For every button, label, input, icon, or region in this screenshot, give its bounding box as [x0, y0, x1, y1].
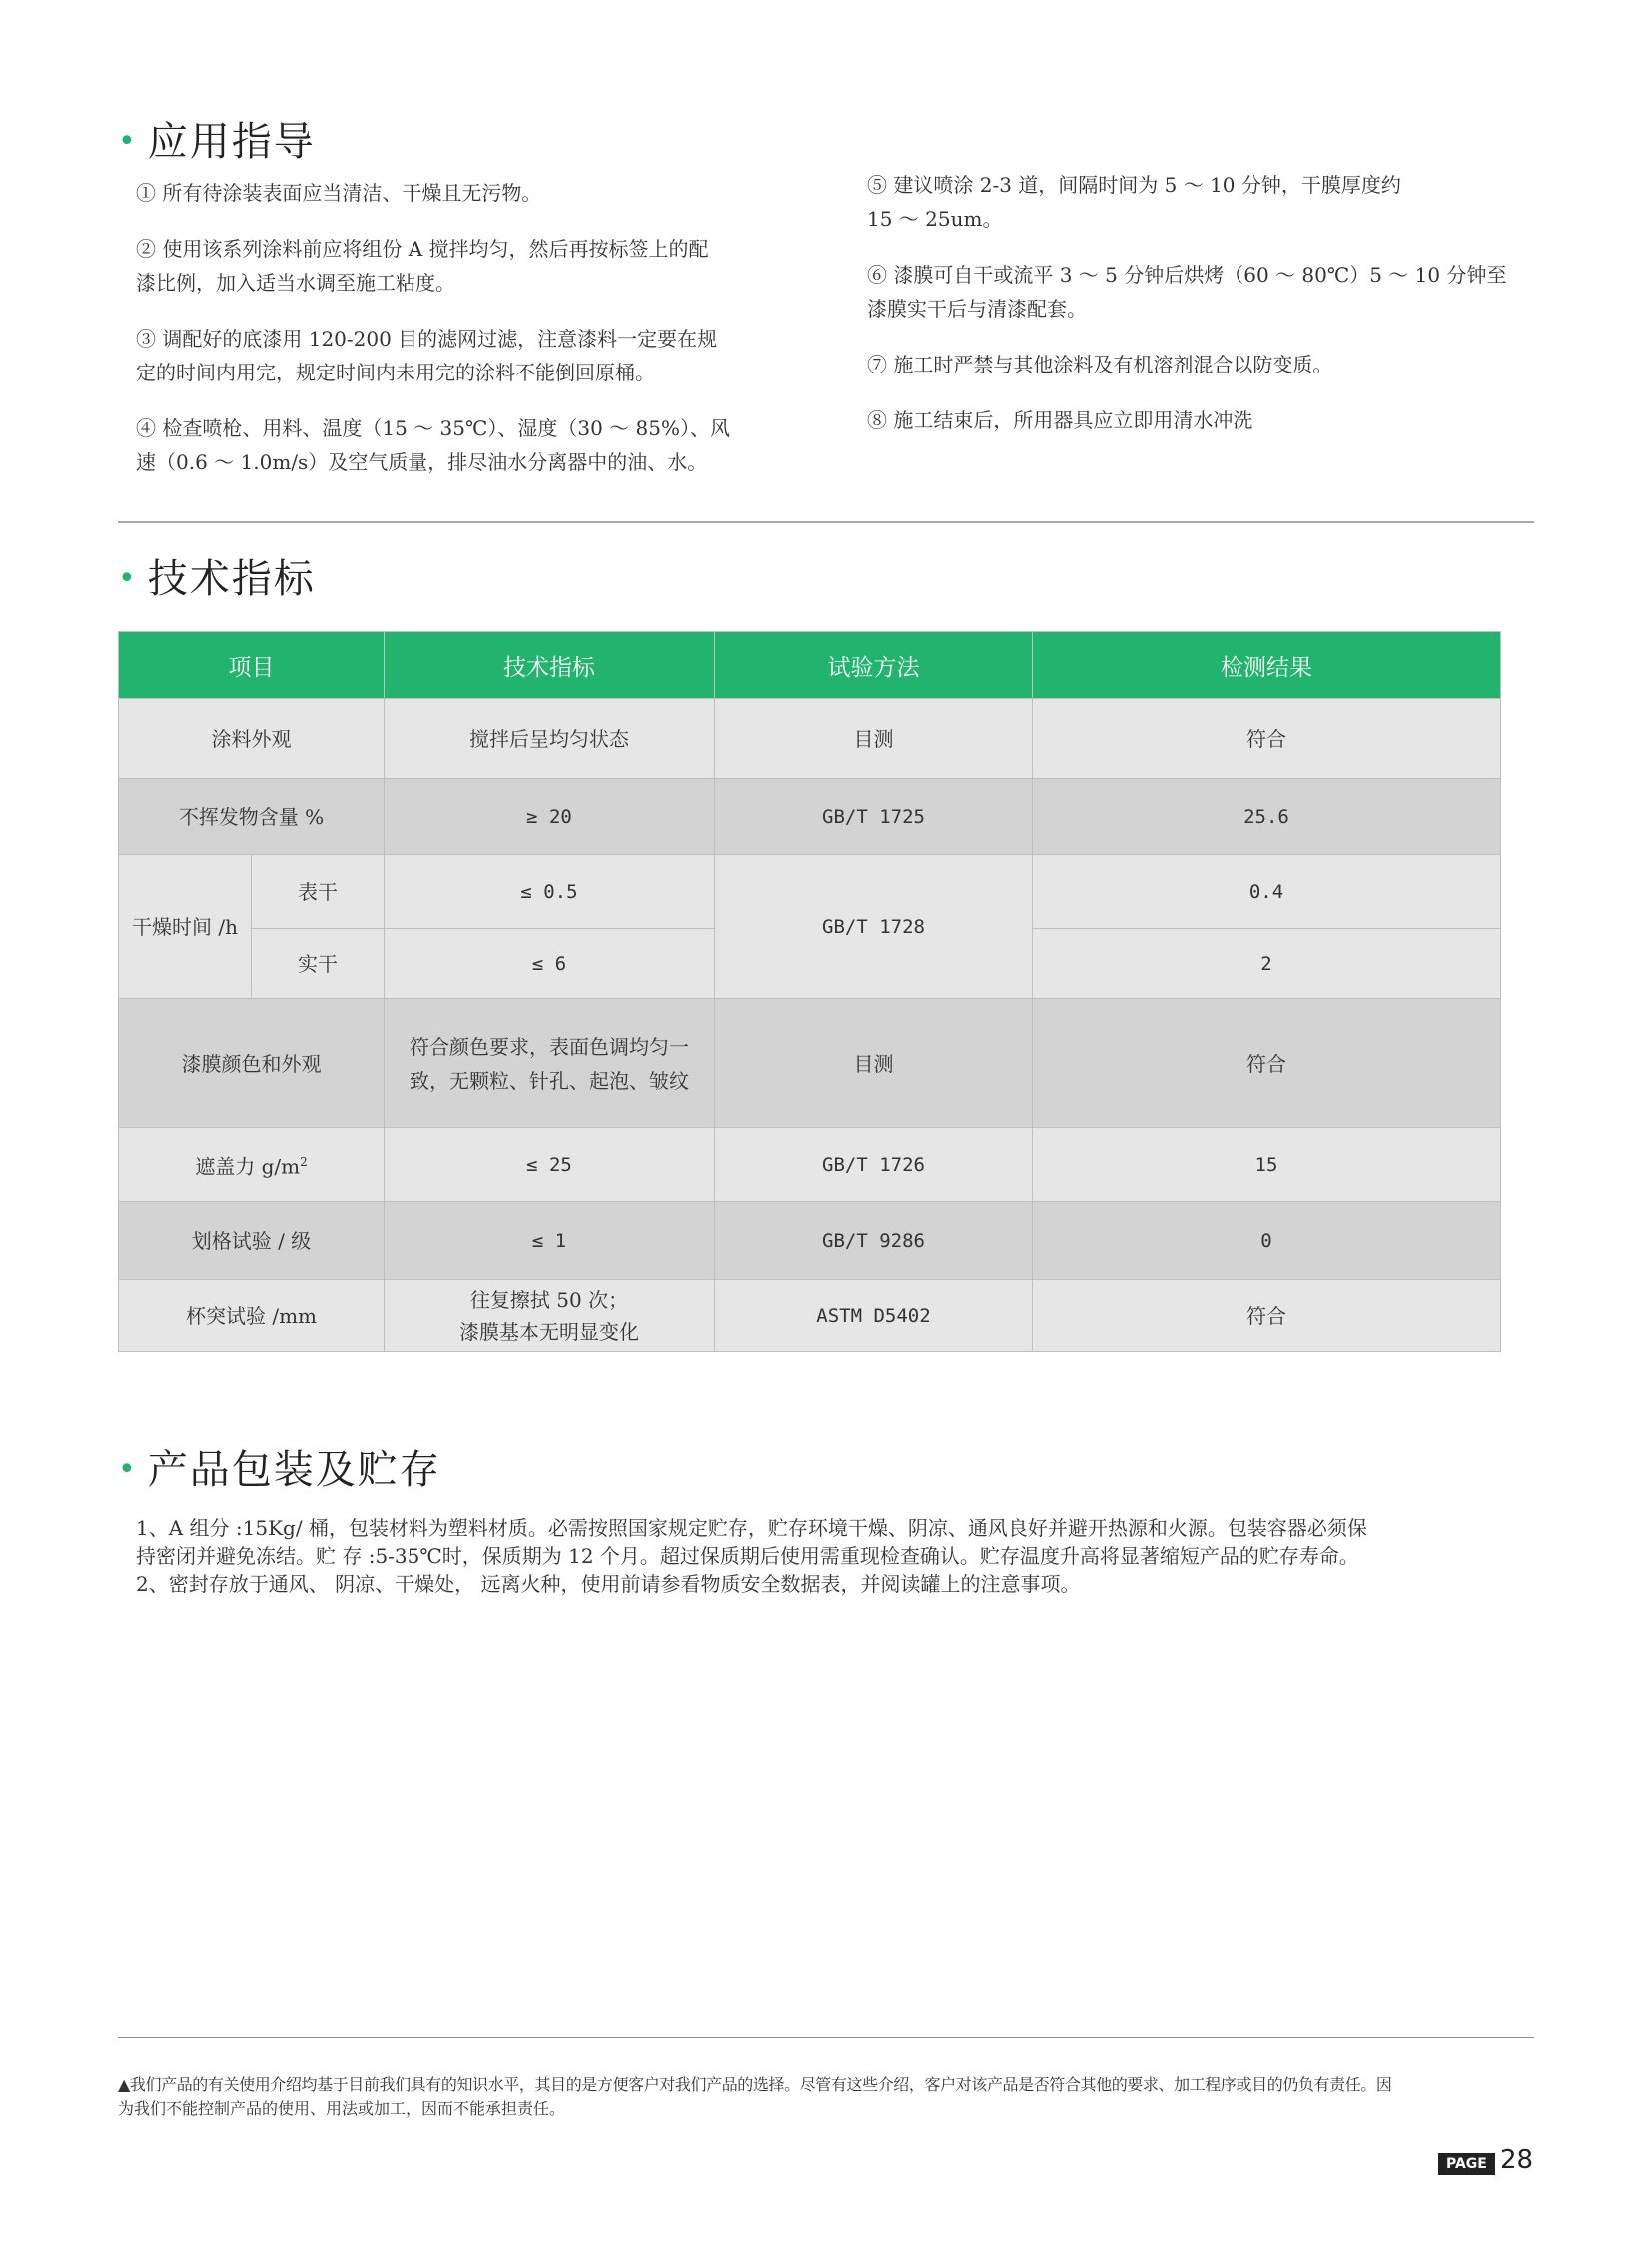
footer-divider	[118, 2037, 1534, 2038]
table-row: 干燥时间 /h 表干 ≤ 0.5 GB/T 1728 0.4	[119, 855, 1501, 929]
guide-item-8: ⑧ 施工结束后，所用器具应立即用清水冲洗	[867, 408, 1253, 432]
section-title-packaging: • 产品包装及贮存	[118, 1447, 441, 1493]
table-row: 实干 ≤ 6 2	[119, 929, 1501, 999]
disclaimer: ▲我们产品的有关使用介绍均基于目前我们具有的知识水平，其目的是方便客户对我们产品的选择。尽管有这些介绍，客户对该产品是否符合其他的要求、加工程序或目的仍负有责任。因 为我们不能控制产品的使用、用法或加工，因而不能承担责任。	[118, 2075, 1392, 2118]
bullet-dot-icon: •	[118, 1452, 138, 1487]
header-item: 项目	[119, 632, 385, 699]
guide-item-2: ② 使用该系列涂料前应将组份 A 搅拌均匀，然后再按标签上的配 漆比例，加入适当水调至施工粘度。	[136, 237, 709, 295]
hiding-item-cell: 遮盖力 $g/m^2$	[119, 1128, 385, 1202]
bullet-dot-icon: •	[118, 124, 138, 159]
table-row: 遮盖力 $g/m^2$ ≤ 25 GB/T 1726 15	[119, 1128, 1501, 1202]
guide-item-3: ③ 调配好的底漆用 120-200 目的滤网过滤，注意漆料一定要在规 定的时间内用完，规定时间内未用完的涂料不能倒回原桶。	[136, 327, 718, 384]
guide-item-5: ⑤ 建议喷涂 2-3 道，间隔时间为 5 ～ 10 分钟，干膜厚度约 15 ～ 25um。	[867, 173, 1401, 231]
guide-item-1: ① 所有待涂装表面应当清洁、干燥且无污物。	[136, 181, 542, 205]
header-spec: 技术指标	[385, 632, 715, 699]
storage-text: 1、A 组分 :15Kg/ 桶，包装材料为塑料材质。必需按照国家规定贮存，贮存环境干燥、阴凉、通风良好并避开热源和火源。包装容器必须保 持密闭并避免冻结。贮 存 :5-35℃时，保质期为 12 个月。超过保质期后使用需重现检查确认。贮存温度升高将显著缩短产品的贮存寿命。 2、密封存放于通风、 阴凉、干燥处， 远离火种，使用前请参看物质安全数据表，并阅读罐上的注意事项。	[136, 1516, 1367, 1596]
table-row: 杯突试验 /mm 往复擦拭 50 次； 漆膜基本无明显变化 ASTM D5402 符合	[119, 1280, 1501, 1352]
table-row: 划格试验 / 级 ≤ 1 GB/T 9286 0	[119, 1202, 1501, 1280]
table-header-row	[119, 632, 1501, 699]
table-row: 不挥发物含量 % ≥ 20 GB/T 1725 25.6	[119, 779, 1501, 855]
header-result: 检测结果	[1033, 632, 1501, 699]
bullet-dot-icon: •	[118, 561, 138, 596]
section-title-tech: • 技术指标	[118, 556, 316, 602]
rub-spec-cell: 往复擦拭 50 次； 漆膜基本无明显变化	[385, 1280, 715, 1352]
page-number: 28	[1500, 2145, 1534, 2175]
guide-item-4: ④ 检查喷枪、用料、温度（15 ～ 35℃）、湿度（30 ～ 85%）、风 速（0.6 ～ 1.0m/s）及空气质量，排尽油水分离器中的油、水。	[136, 416, 730, 474]
section-divider	[118, 521, 1534, 523]
section-title-guide: • 应用指导	[118, 119, 316, 165]
guide-item-7: ⑦ 施工时严禁与其他涂料及有机溶剂混合以防变质。	[867, 353, 1333, 376]
page-label: PAGE	[1438, 2153, 1495, 2175]
spec-table	[118, 631, 1501, 1352]
table-row: 涂料外观 搅拌后呈均匀状态 目测 符合	[119, 699, 1501, 779]
guide-item-6: ⑥ 漆膜可自干或流平 3 ～ 5 分钟后烘烤（60 ～ 80℃）5 ～ 10 分钟至 漆膜实干后与清漆配套。	[867, 263, 1507, 321]
header-method: 试验方法	[715, 632, 1033, 699]
film-spec-cell: 符合颜色要求，表面色调均匀一 致，无颗粒、针孔、起泡、皱纹	[385, 999, 715, 1128]
table-row: 漆膜颜色和外观 符合颜色要求，表面色调均匀一 致，无颗粒、针孔、起泡、皱纹 目测 符合	[119, 999, 1501, 1128]
